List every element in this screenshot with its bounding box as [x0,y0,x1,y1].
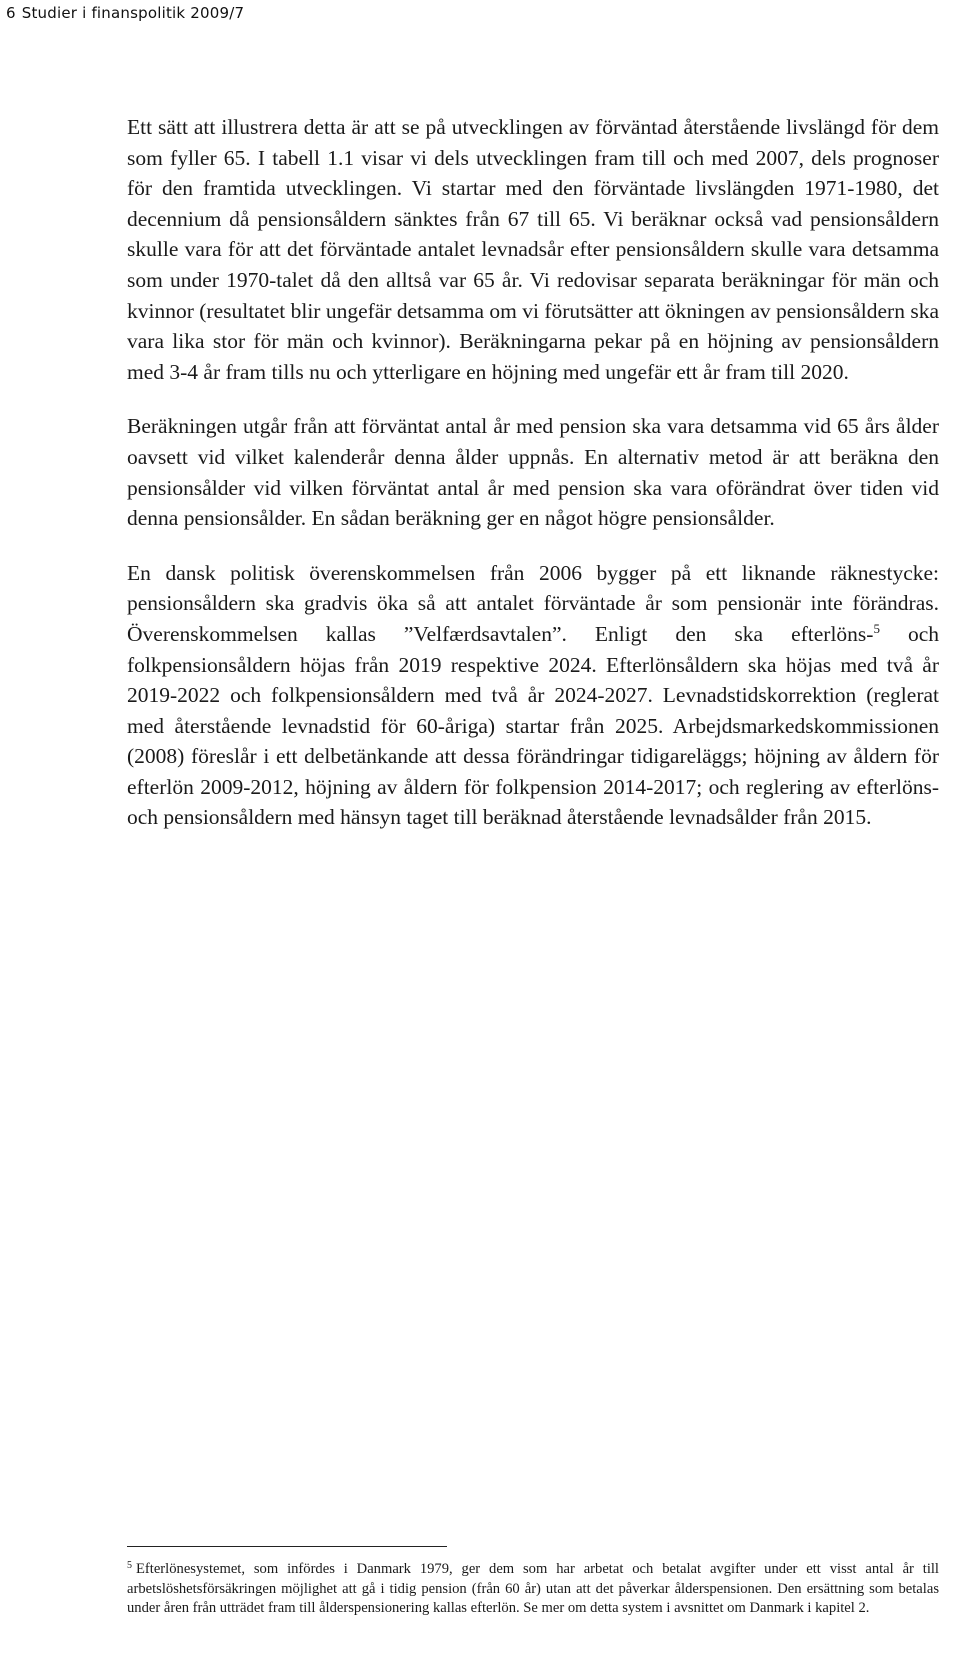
running-header [6,4,244,22]
paragraph-text-after-note: och folkpensionsåldern höjas från 2019 respektive 2024. Efterlönsåldern ska höjas med två år 2019-2022 och folkpensionsåldern med två år 2024-2027. Levnadstidskorrektion (reglerat med återstående levnadstid för 60-åriga) startar från 2025. Arbejdsmarkedskommissionen (2008) föreslår i ett delbetänkande att dessa förändringar tidigareläggs; höjning av åldern för efterlön 2009-2012, höjning av åldern för folkpension 2014-2017; och reglering av efterlöns- och pensionsåldern med hänsyn taget till beräknad återstående levnadsålder från 2015. [127,621,939,830]
footnote-text: Efterlönesystemet, som infördes i Danmark 1979, ger dem som har arbetat och betalat avgifter under ett visst antal år till arbetslöshetsförsäkringen möjlighet att gå i tidig pension (från 60 år) utan att det påverkar ålderspensionen. Den ersättning som betalas under åren från utträdet fram till ålderspensionering kallas efterlön. Se mer om detta system i avsnittet om Danmark i kapitel 2. [127,1561,939,1617]
paragraph-life-expectancy: Ett sätt att illustrera detta är att se på utvecklingen av förväntad återstående livslängd för dem som fyller 65. I tabell 1.1 visar vi dels utvecklingen fram till och med 2007, dels prognoser för den framtida utvecklingen. Vi startar med den förväntade livslängden 1971-1980, det decennium då pensionsåldern sänktes från 67 till 65. Vi beräknar också vad pensionsåldern skulle vara för att det förväntade antalet levnadsår efter pensionsåldern skulle vara detsamma som under 1970-talet då den alltså var 65 år. Vi redovisar separata beräkningar för män och kvinnor (resultatet blir ungefär detsamma om vi förutsätter att ökningen av pensionsåldern ska vara lika stor för män och kvinnor). Beräkningarna pekar på en höjning av pensionsåldern med 3-4 år fram tills nu och ytterligare en höjning med ungefär ett år fram till 2020. [127,115,939,384]
body-text [127,112,939,857]
paragraph-calculation-method: Beräkningen utgår från att förväntat antal år med pension ska vara detsamma vid 65 års ålder oavsett vid vilket kalenderår denna ålder uppnås. En alternativ metod är att beräkna den pensionsålder vid vilken förväntat antal år med pension ska vara oförändrat över tiden vid denna pensionsålder. En sådan beräkning ger en något högre pensionsålder. [127,414,939,531]
footnote [127,1560,939,1619]
running-title: Studier i finanspolitik 2009/7 [21,4,245,22]
page-number: 6 [6,4,16,22]
paragraph-danish-agreement [127,558,939,833]
footnote-marker: 5 [127,1560,132,1571]
footnote-divider [127,1546,447,1547]
paragraph-text-before-note: En dansk politisk överenskommelsen från 2006 bygger på ett liknande räknestycke: pensionsåldern ska gradvis öka så att antalet förväntade år som pensionär inte förändras. Överenskommelsen kallas ”Velfærdsavtalen”. Enligt den ska efterlöns- [127,560,939,646]
footnote-reference[interactable]: 5 [873,620,880,636]
